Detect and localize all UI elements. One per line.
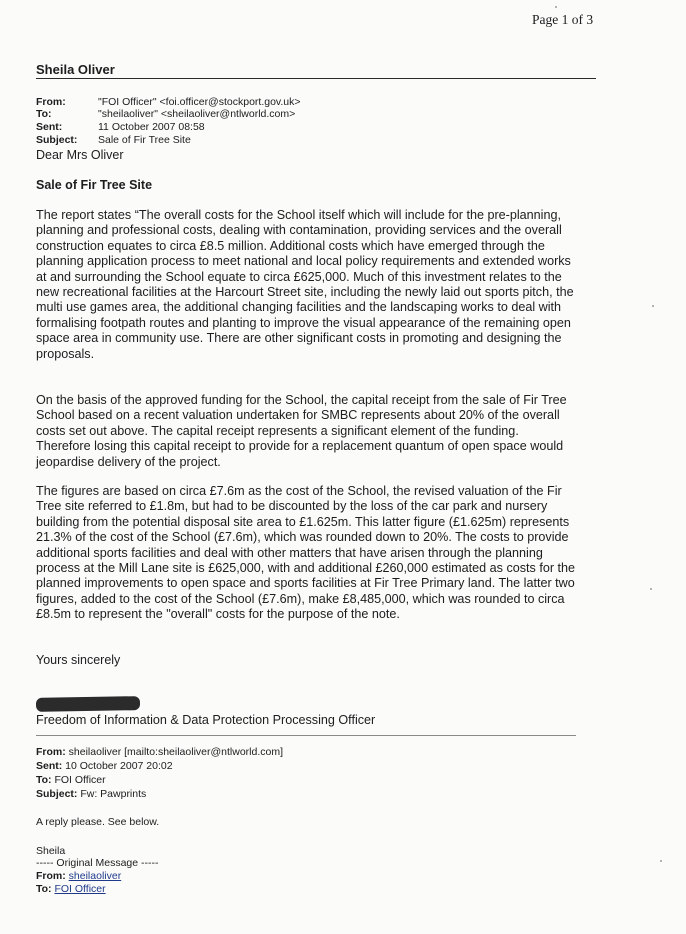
scan-speck [652,305,654,307]
orig-sent-value: 10 October 2007 20:02 [65,760,173,772]
body-paragraph-2: On the basis of the approved funding for the School, the capital receipt from the sale of Fir Tree School based on a recent valuation undertaken for SMBC represents about 20% of the overall costs set out above. The capital receipt represents a significant element of the funding. Therefore losing this capital receipt to provide for a replacement quantum of open space would jeopardise delivery of the project. [36,393,567,469]
header-divider [36,78,596,79]
orig-from-value: sheilaoliver [mailto:sheilaoliver@ntlworld.com] [68,746,283,758]
signature-title: Freedom of Information & Data Protection Processing Officer [36,713,376,727]
orig-to-value: FOI Officer [54,774,106,786]
orig-subject-label: Subject: [36,788,78,800]
sent-label: Sent: [36,121,63,133]
sign-off: Sheila [36,845,66,857]
page-number: Page 1 of 3 [532,12,594,27]
orig-from-label: From: [36,746,66,758]
orig-subject-value: Fw: Pawprints [80,788,147,800]
redacted-signature [36,696,140,712]
from-label: From: [36,96,66,108]
greeting: Dear Mrs Oliver [36,148,124,162]
orig-to-label: To: [36,774,52,786]
body-paragraph-1: The report states “The overall costs for the School itself which will include for the pre-planning, planning and professional costs, dealing with contamination, providing services and the overall construction equates to circa £8.5 million. Additional costs which have emerged through the planning application process to meet national and local policy requirements and extended works at and surrounding the School equate to circa £625,000. Much of this investment relates to the new recreational facilities at the Harcourt Street site, including the newly laid out sports pitch, the multi use games area, the additional changing facilities and the landscaping works to deal with formalising footpath routes and planting to improve the visual appearance of the remaining open space area in community use. There are other significant costs in promoting and designing the proposals. [36,208,574,361]
subject-row [36,134,191,146]
orig-from-row [36,745,283,759]
to-value: "sheilaoliver" <sheilaoliver@ntlworld.com> [98,108,296,120]
orig-to-row [36,773,106,787]
sent-row [36,121,205,133]
scan-speck [555,6,557,8]
quote-divider [36,735,576,736]
subject-label: Subject: [36,134,78,146]
fwd-from-row [36,869,121,883]
sent-value: 11 October 2007 08:58 [98,121,205,133]
from-value: "FOI Officer" <foi.officer@stockport.gov.uk> [98,96,301,108]
orig-sent-row [36,759,173,773]
from-row [36,96,301,108]
original-message-marker: ----- Original Message ----- [36,857,159,869]
reply-request: A reply please. See below. [36,816,160,828]
subject-value: Sale of Fir Tree Site [98,134,191,146]
fwd-from-label: From: [36,870,66,882]
fwd-from-link[interactable]: sheilaoliver [68,870,122,882]
fwd-to-row [36,882,106,896]
to-row [36,108,295,120]
fwd-to-link[interactable]: FOI Officer [54,883,106,895]
scan-speck [660,860,662,862]
orig-subject-row [36,787,146,801]
fwd-to-label: To: [36,883,52,895]
sender-name: Sheila Oliver [36,62,115,77]
to-label: To: [36,108,52,120]
closing: Yours sincerely [36,653,121,667]
orig-sent-label: Sent: [36,760,63,772]
scan-speck [650,588,652,590]
subject-heading: Sale of Fir Tree Site [36,178,153,192]
body-paragraph-3: The figures are based on circa £7.6m as the cost of the School, the revised valuation of the Fir Tree site referred to £1.8m, but had to be discounted by the loss of the car park and nursery building from the potential disposal site area to £1.625m. This latter figure (£1.625m) represents 21.3% of the cost of the School (£7.6m), which was rounded down to 20%. The costs to provide additional sports facilities and deal with other matters that have arisen through the planning process at the Mill Lane site is £625,000, with and additional £260,000 estimated as costs for the planned improvements to open space and sports facilities at Fir Tree Primary land. The latter two figures, added to the cost of the School (£7.6m), make £8,485,000, which was rounded to circa £8.5m to represent the "overall" costs for the purpose of the note. [36,484,576,622]
